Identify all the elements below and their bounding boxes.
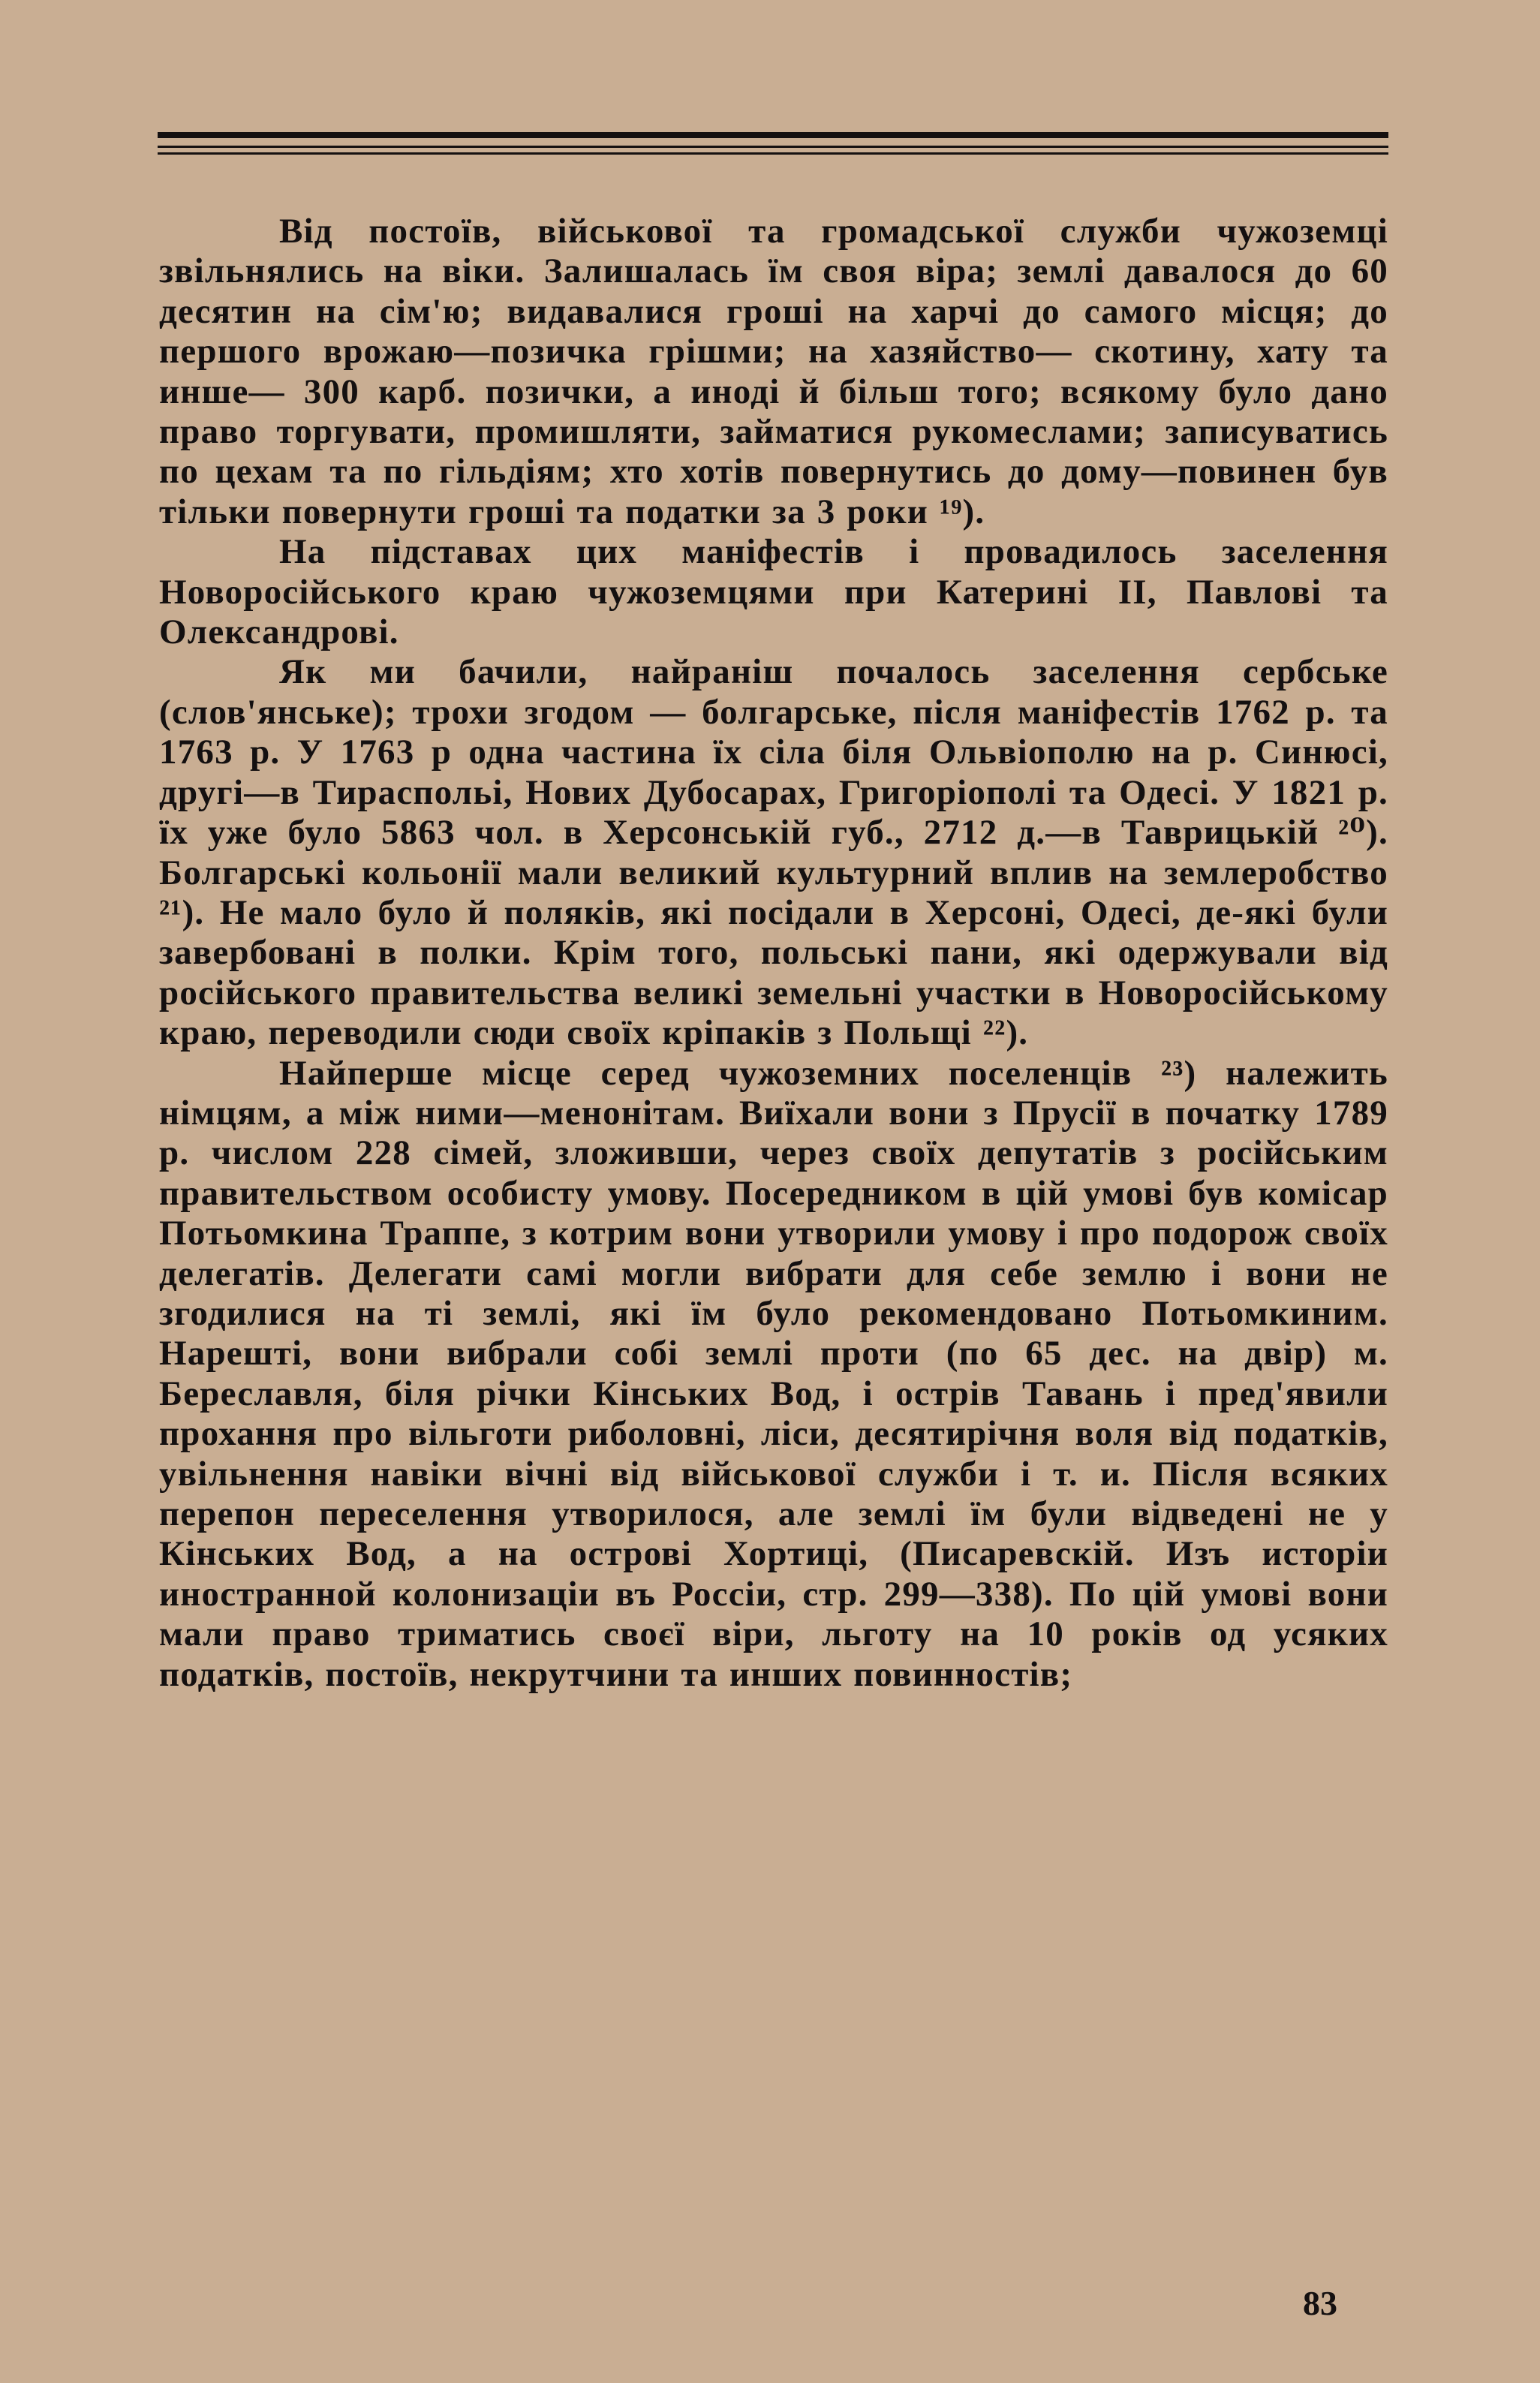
paragraph: Найперше місце серед чужоземних поселенців ²³) належить німцям, а між ними—менонітам. Виїхали вони з Прусії в початку 1789 р. числом 228 сімей, зложивши, через своїх депутатів з російським правительством особисту умову. Посередником в цій умові був комісар Потьомкина Траппе, з котрим вони утворили умову і про подорож своїх делегатів. Делегати самі могли вибрати для себе землю і вони не згодилися на ті землі, які їм було рекомендовано Потьомкиним. Нарешті, вони вибрали собі землі проти (по 65 дес. на двір) м. Береславля, біля річки Кінських Вод, і острів Тавань і пред'явили прохання про вільготи риболовні, ліси, десятирічня воля від податків, увільнення навіки вічні від військової служби і т. и. Після всяких перепон переселення утворилося, але землі їм були відведені не у Кінських Вод, а на острові Хортиці, (Писаревскій. Изъ исторіи иностранной колонизаціи въ Россіи, стр. 299—338). По цій умові вони мали право триматись своєї віри, льготу на 10 років од усяких податків, постоїв, некрутчини та инших повинностів; xyxy=(159,1053,1388,1694)
paragraph: Як ми бачили, найраніш почалось заселення сербське (слов'янське); трохи згодом — болгарське, після маніфестів 1762 р. та 1763 р. У 1763 р одна частина їх сіла біля Ольвіополю на р. Синюсі, другі—в Тираспольі, Нових Дубосарах, Григоріополі та Одесі. У 1821 р. їх уже було 5863 чол. в Херсонській губ., 2712 д.—в Таврицькій ²⁰). Болгарські кольонії мали великий культурний вплив на землеробство ²¹). Не мало було й поляків, які посідали в Херсоні, Одесі, де-які були завербовані в полки. Крім того, польські пани, які одержували від російського правительства великі земельні участки в Новоросійському краю, переводили сюди своїх кріпаків з Польщі ²²). xyxy=(159,652,1388,1053)
header-rule-thin xyxy=(158,152,1388,155)
paragraph: Від постоїв, військової та громадської служби чужоземці звільнялись на віки. Залишалась їм своя віра; землі давалося до 60 десятин на сім'ю; видавалися гроші на харчі до самого місця; до першого врожаю—позичка грішми; на хазяйство— скотину, хату та инше— 300 карб. позички, а иноді й більш того; всякому було дано право торгувати, промишляти, займатися рукомеслами; записуватись по цехам та по гільдіям; хто хотів повернутись до дому—повинен був тільки повернути гроші та податки за 3 роки ¹⁹). xyxy=(159,212,1388,531)
body-text xyxy=(159,212,1388,1695)
paragraph: На підставах цих маніфестів і провадилось заселення Новоросійського краю чужоземцями при Катерині II, Павлові та Олександрові. xyxy=(159,532,1388,652)
header-rule-thin xyxy=(158,146,1388,148)
page-number: 83 xyxy=(1303,2284,1337,2322)
header-rule-thick xyxy=(158,132,1388,138)
